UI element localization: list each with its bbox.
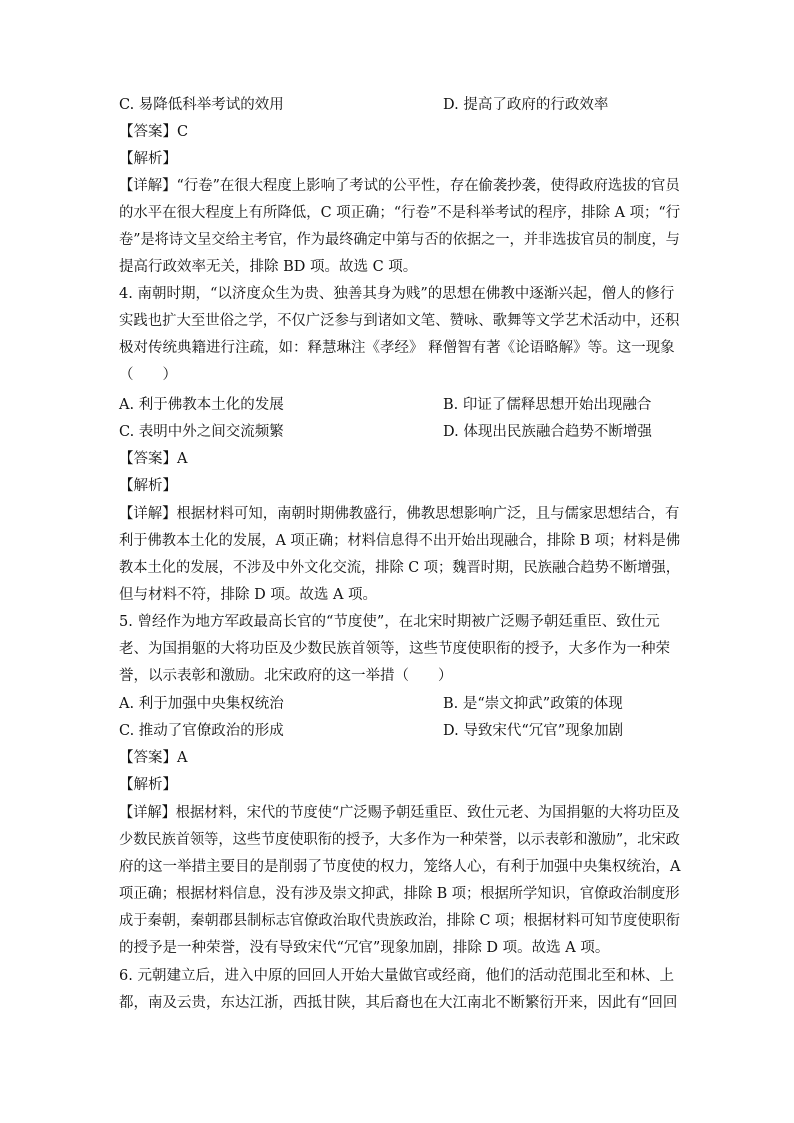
q4-detail-line-1 <box>119 504 679 524</box>
q4-detail-label: 【详解】 <box>119 506 177 522</box>
q3-detail-line-4: 提高行政效率无关，排除 BD 项。故选 C 项。 <box>119 259 418 275</box>
q5-detail-label: 【详解】 <box>119 805 176 821</box>
q3-analysis-label: 【解析】 <box>119 151 177 167</box>
q4-detail-line-2: 利于佛教本土化的发展，A 项正确；材料信息得不出开始出现融合，排除 B 项；材料是佛 <box>119 533 681 549</box>
q4-option-a: A. 利于佛教本土化的发展 <box>119 397 284 413</box>
q4-detail-line-3: 教本土化的发展，不涉及中外文化交流，排除 C 项；魏晋时期，民族融合趋势不断增强， <box>119 560 681 576</box>
q4-stem-line-4: （ ） <box>119 367 177 383</box>
q5-detail-line-1 <box>119 803 680 823</box>
q3-detail-label: 【详解】 <box>119 178 177 194</box>
q5-answer: 【答案】A <box>119 750 188 766</box>
q3-detail-line-3: 卷”是将诗文呈交给主考官，作为最终确定中第与否的依据之一，并非选拔官员的制度，与 <box>119 232 680 248</box>
q4-detail-text-1: 根据材料可知，南朝时期佛教盛行，佛教思想影响广泛，且与儒家思想结合，有 <box>176 506 680 522</box>
q5-stem-line-2: 老、为国捐躯的大将功臣及少数民族首领等，这些节度使职衔的授予，大多作为一种荣 <box>119 641 670 657</box>
q5-detail-line-2: 少数民族首领等，这些节度使职衔的授予，大多作为一种荣誉，以示表彰和激励”，北宋政 <box>119 832 680 848</box>
q5-option-b: B. 是“崇文抑武”政策的体现 <box>443 696 623 712</box>
q5-detail-line-6: 的授予是一种荣誉，没有导致宋代“冗官”现象加剧，排除 D 项。故选 A 项。 <box>119 940 610 956</box>
q5-stem-line-3: 誉，以示表彰和激励。北宋政府的这一举措（ ） <box>119 668 453 684</box>
q4-detail-line-4: 但与材料不符，排除 D 项。故选 A 项。 <box>119 587 378 603</box>
q3-detail-text-1: “行卷”在很大程度上影响了考试的公平性，存在偷袭抄袭，使得政府选拔的官员 <box>176 178 680 194</box>
q4-stem-line-3: 极对传统典籍进行注疏，如：释慧琳注《孝经》 释僧智有著《论语略解》等。这一现象 <box>119 340 675 356</box>
q3-answer: 【答案】C <box>119 124 189 140</box>
q4-analysis-label: 【解析】 <box>119 478 177 494</box>
q5-option-d: D. 导致宋代“冗官”现象加剧 <box>443 723 624 739</box>
q4-stem-line-2: 实践也扩大至世俗之学，不仅广泛参与到诸如文笔、赞咏、歌舞等文学艺术活动中，还积 <box>119 313 680 329</box>
q5-detail-line-4: 项正确；根据材料信息，没有涉及崇文抑武，排除 B 项；根据所学知识，官僚政治制度形 <box>119 886 680 902</box>
q3-detail-line-1 <box>119 176 680 196</box>
q4-stem-line-1: 4. 南朝时期，“以济度众生为贵、独善其身为贱”的思想在佛教中逐渐兴起，僧人的修行 <box>119 286 675 302</box>
q6-stem-line-1: 6. 元朝建立后，进入中原的回回人开始大量做官或经商，他们的活动范围北至和林、上 <box>119 968 674 984</box>
q5-option-a: A. 利于加强中央集权统治 <box>119 696 284 712</box>
q4-option-d: D. 体现出民族融合趋势不断增强 <box>443 424 652 440</box>
q3-option-c: C. 易降低科举考试的效用 <box>119 97 284 113</box>
q5-detail-line-3: 府的这一举措主要目的是削弱了节度使的权力，笼络人心，有利于加强中央集权统治，A <box>119 859 681 875</box>
q5-detail-text-1: 根据材料，宋代的节度使“广泛赐予朝廷重臣、致仕元老、为国捐躯的大将功臣及 <box>175 805 680 821</box>
q5-stem-line-1: 5. 曾经作为地方军政最高长官的“节度使”，在北宋时期被广泛赐予朝廷重臣、致仕元 <box>119 614 660 630</box>
q3-option-d: D. 提高了政府的行政效率 <box>443 97 609 113</box>
q5-analysis-label: 【解析】 <box>119 777 177 793</box>
q3-detail-line-2: 的水平在很大程度上有所降低，C 项正确；“行卷”不是科举考试的程序，排除 A 项；“行 <box>119 205 681 221</box>
q4-option-c: C. 表明中外之间交流频繁 <box>119 424 284 440</box>
q6-stem-line-2: 都，南及云贵，东达江浙，西抵甘陕，其后裔也在大江南北不断繁衍开来，因此有“回回 <box>119 995 678 1011</box>
q4-answer: 【答案】A <box>119 451 188 467</box>
q5-option-c: C. 推动了官僚政治的形成 <box>119 723 284 739</box>
q5-detail-line-5: 成于秦朝，秦朝郡县制标志官僚政治取代贵族政治，排除 C 项；根据材料可知节度使职衔 <box>119 913 681 929</box>
q4-option-b: B. 印证了儒释思想开始出现融合 <box>443 397 652 413</box>
